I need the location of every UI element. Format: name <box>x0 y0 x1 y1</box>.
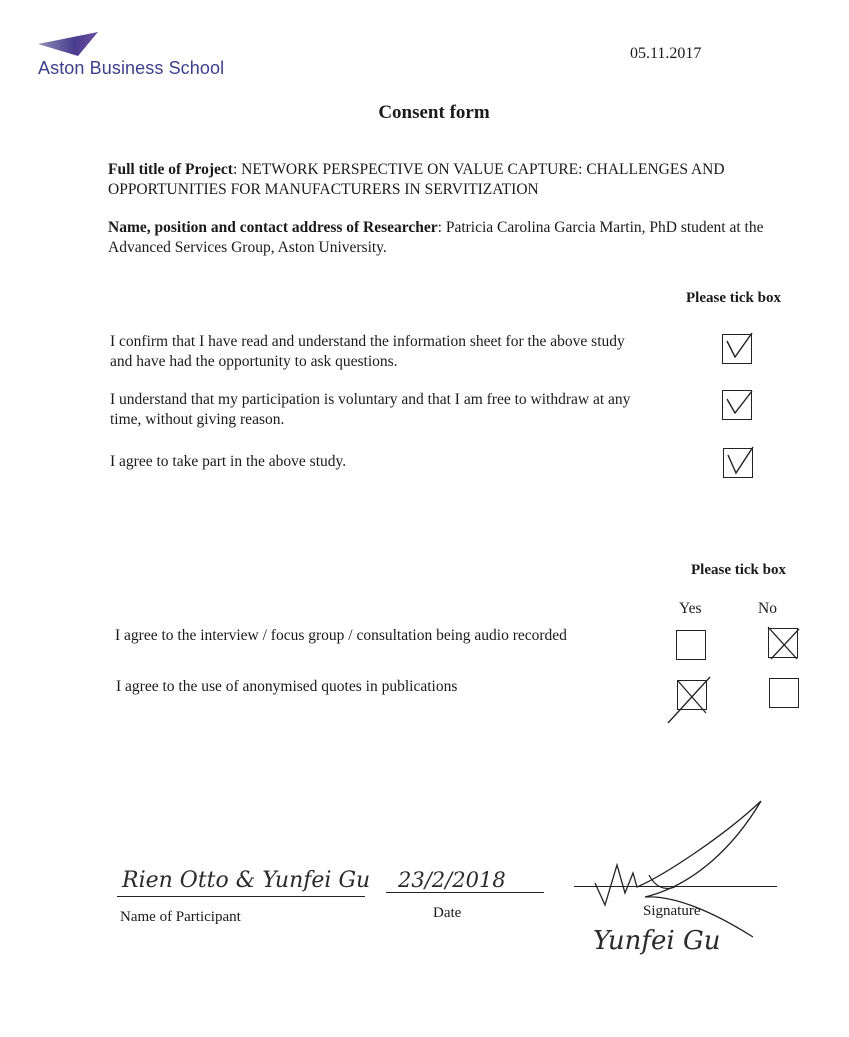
participant-name-handwritten: Rien Otto & Yunfei Gu <box>122 868 371 893</box>
date-handwritten: 23/2/2018 <box>398 868 506 892</box>
tick-box-heading-2: Please tick box <box>691 562 786 578</box>
statement-read-info: I confirm that I have read and understand the information sheet for the above study and have had the opportunity to ask questions. <box>110 333 625 370</box>
checkmark-icon <box>721 385 755 419</box>
cross-mark-icon <box>767 623 801 657</box>
yes-column-label: Yes <box>679 600 702 617</box>
researcher-value: : Patricia Carolina Garcia Martin, PhD student at the Advanced Services Group, Aston University. <box>108 219 764 256</box>
checkmark-icon <box>722 443 756 477</box>
researcher-label: Name, position and contact address of Researcher <box>108 219 438 236</box>
researcher-info <box>108 218 788 258</box>
checkbox-take-part[interactable] <box>723 448 753 478</box>
checkbox-quotes-yes[interactable] <box>677 680 707 710</box>
checkbox-audio-yes[interactable] <box>676 630 706 660</box>
cross-mark-icon <box>676 675 716 725</box>
project-title-value: : NETWORK PERSPECTIVE ON VALUE CAPTURE: CHALLENGES AND OPPORTUNITIES FOR MANUFACTURERS IN SERVITIZATION <box>108 161 725 198</box>
participant-caption: Name of Participant <box>120 909 241 925</box>
checkbox-voluntary[interactable] <box>722 390 752 420</box>
statement-voluntary: I understand that my participation is voluntary and that I am free to withdraw at any time, without giving reason. <box>110 391 631 428</box>
date-caption: Date <box>433 905 462 921</box>
logo-text: Aston Business School <box>38 58 225 78</box>
date-line <box>386 892 544 893</box>
checkbox-audio-no[interactable] <box>768 628 798 658</box>
signature-caption: Signature <box>643 903 701 919</box>
project-title-label: Full title of Project <box>108 161 233 178</box>
aston-logo-icon <box>38 30 100 56</box>
statement-audio: I agree to the interview / focus group / consultation being audio recorded <box>115 627 567 644</box>
project-title <box>108 160 788 200</box>
no-column-label: No <box>758 600 777 617</box>
statement-take-part: I agree to take part in the above study. <box>110 453 347 470</box>
checkbox-quotes-no[interactable] <box>769 678 799 708</box>
participant-line <box>117 896 365 897</box>
signature-name-handwritten: Yunfei Gu <box>593 926 721 956</box>
checkmark-icon <box>721 329 755 363</box>
signature-scribble-icon <box>575 795 775 945</box>
checkbox-read-info[interactable] <box>722 334 752 364</box>
document-date: 05.11.2017 <box>630 45 702 62</box>
statement-quotes: I agree to the use of anonymised quotes in publications <box>116 678 458 695</box>
page-title: Consent form <box>378 102 490 123</box>
tick-box-heading: Please tick box <box>686 290 781 306</box>
